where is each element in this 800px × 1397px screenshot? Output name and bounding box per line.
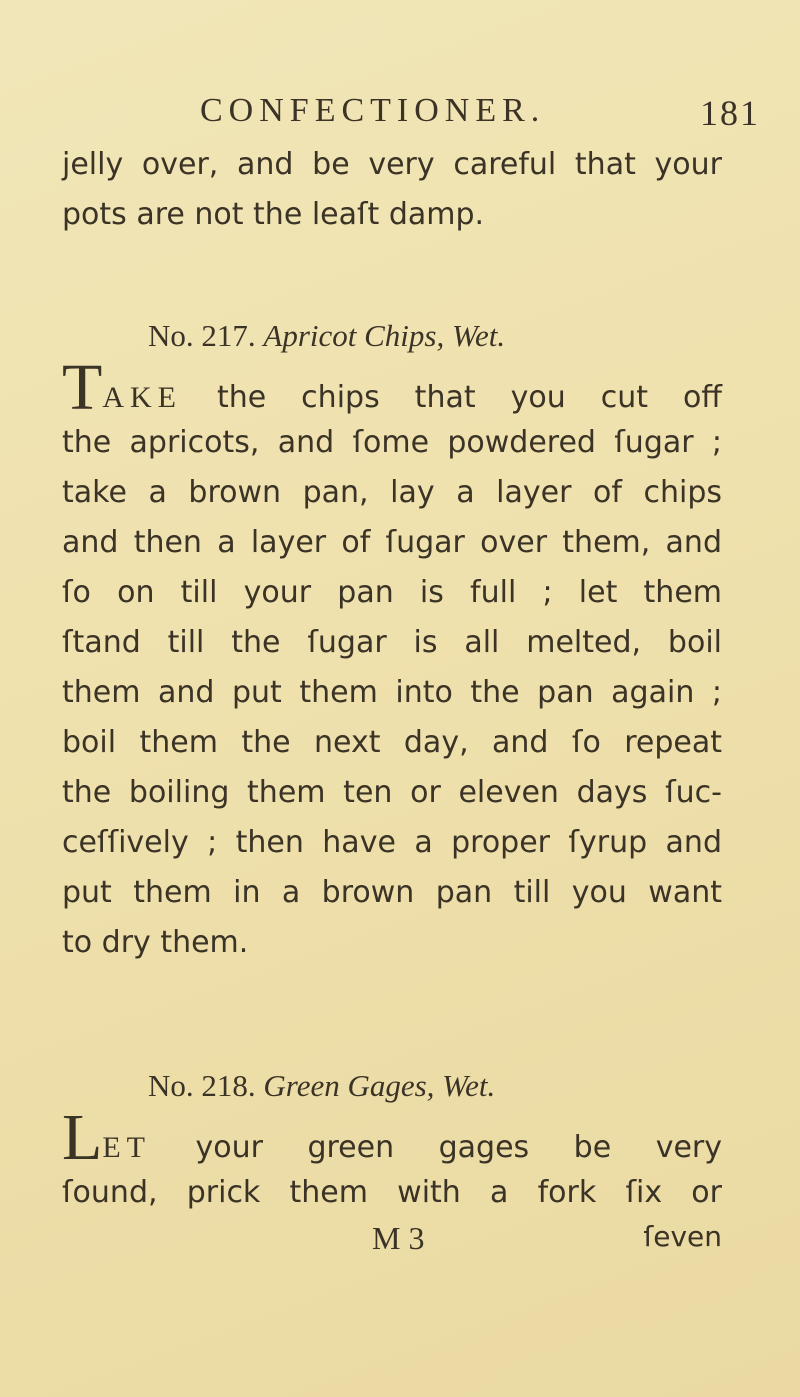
first-line-rest: the chips that you cut off [216, 380, 722, 415]
signature-mark: M 3 [372, 1220, 425, 1256]
text-line: to dry them. [62, 925, 249, 960]
first-line-rest: your green gages be very [195, 1130, 722, 1165]
text-line: put them in a brown pan till you want [62, 875, 722, 910]
recipe-218-heading [148, 1068, 495, 1104]
running-head-title: CONFECTIONER. [200, 92, 546, 129]
first-line [62, 1101, 722, 1174]
page-footer [62, 1220, 722, 1270]
drop-cap: T [62, 351, 103, 424]
catchword: ſeven [643, 1220, 722, 1253]
page-number: 181 [700, 93, 760, 133]
first-word-rest: AKE [102, 381, 182, 414]
text-line: the apricots, and ſome powdered ſugar ; [62, 425, 722, 460]
text-line: ſo on till your pan is full ; let them [62, 575, 722, 610]
text-line: and then a layer of ſugar over them, and [62, 525, 722, 560]
drop-cap: L [62, 1101, 103, 1174]
running-head [200, 92, 760, 142]
recipe-217-heading [148, 318, 505, 354]
text-line: pots are not the leaſt damp. [62, 197, 485, 232]
text-line: them and put them into the pan again ; [62, 675, 722, 710]
text-line: the boiling them ten or eleven days ſuc- [62, 775, 722, 810]
recipe-217-body [62, 351, 722, 968]
recipe-title: Green Gages, Wet. [263, 1068, 496, 1103]
recipe-number: No. 217. [148, 318, 256, 353]
text-line: ſound, prick them with a fork ſix or [62, 1175, 722, 1210]
text-line: ſtand till the ſugar is all melted, boil [62, 625, 722, 660]
first-word-rest: ET [102, 1131, 151, 1164]
text-line: jelly over, and be very careful that your [62, 147, 722, 182]
text-line: take a brown pan, lay a layer of chips [62, 475, 722, 510]
recipe-number: No. 218. [148, 1068, 256, 1103]
text-line: ceſſively ; then have a proper ſyrup and [62, 825, 722, 860]
recipe-title: Apricot Chips, Wet. [263, 318, 506, 353]
recipe-218-body [62, 1101, 722, 1218]
first-line [62, 351, 722, 424]
continuation-paragraph [62, 140, 722, 240]
text-line: boil them the next day, and ſo repeat [62, 725, 722, 760]
